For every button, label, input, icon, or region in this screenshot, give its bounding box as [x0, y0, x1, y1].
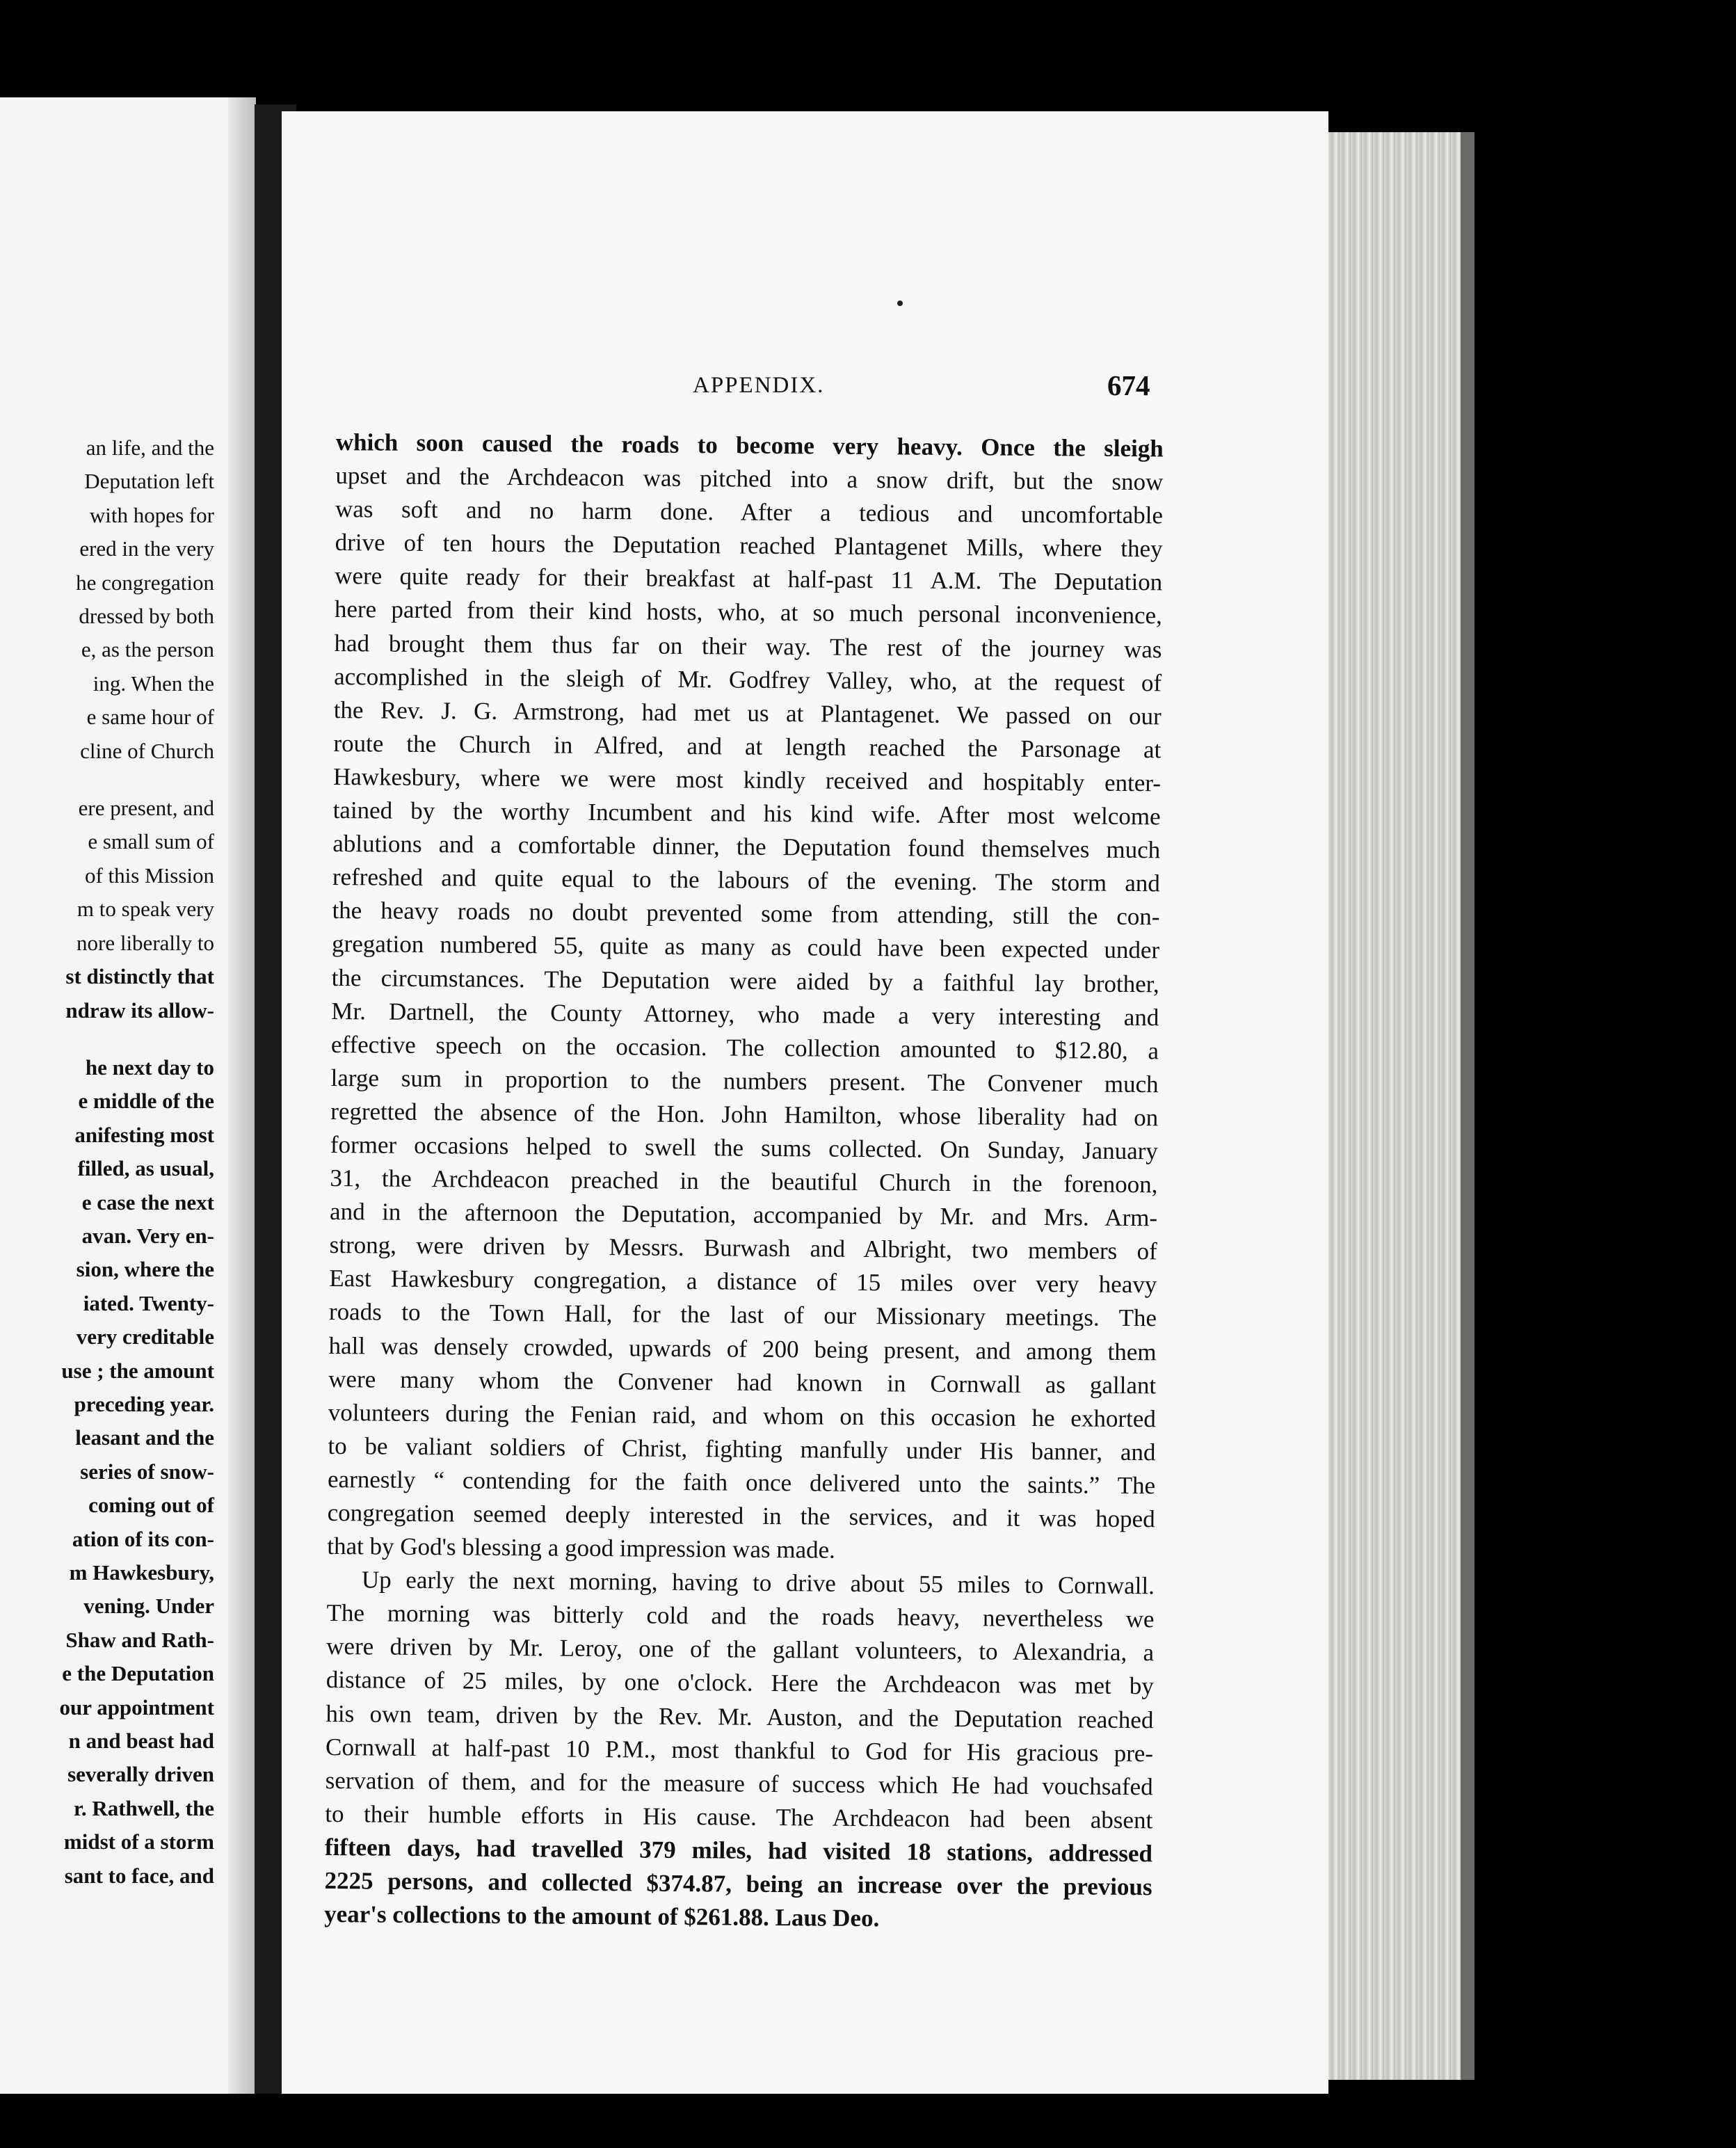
left-line: very creditable	[76, 1324, 214, 1349]
text-line: 2225 persons, and collected $374.87, being an increase over the previous	[324, 1866, 1152, 1901]
text-line: accomplished in the sleigh of Mr. Godfrey Valley, who, at the request of	[334, 662, 1162, 696]
bottom-shadow	[282, 2094, 1534, 2148]
left-line: r. Rathwell, the	[73, 1795, 214, 1820]
left-line: anifesting most	[74, 1122, 214, 1147]
text-line: earnestly “ contending for the faith once delivered unto the saints.” The	[327, 1465, 1156, 1500]
left-line: e case the next	[81, 1189, 214, 1215]
left-line: avan. Very en-	[81, 1223, 214, 1248]
text-line: roads to the Town Hall, for the last of our Missionary meetings. The	[328, 1298, 1157, 1332]
left-line: m Hawkesbury,	[69, 1560, 214, 1585]
left-line: dressed by both	[79, 604, 214, 629]
text-line: drive of ten hours the Deputation reached Plantagenet Mills, where they	[335, 529, 1163, 563]
text-line: the heavy roads no doubt prevented some from attending, still the con-	[332, 897, 1160, 931]
text-line: Cornwall at half-past 10 P.M., most thankful to God for His gracious pre-	[325, 1733, 1154, 1767]
text-line: gregation numbered 55, quite as many as could have been expected under	[331, 930, 1160, 964]
left-paragraph	[0, 792, 214, 1027]
left-line: ing. When the	[93, 671, 214, 696]
left-line: e the Deputation	[62, 1661, 214, 1686]
text-line: Up early the next morning, having to drive about 55 miles to Cornwall.	[361, 1566, 1155, 1600]
left-line: e same hour of	[86, 705, 214, 730]
text-line: volunteers during the Fenian raid, and whom on this occasion he exhorted	[328, 1398, 1156, 1433]
page-number: 674	[1107, 369, 1150, 401]
left-line: nore liberally to	[77, 930, 214, 955]
text-line: The morning was bitterly cold and the roads heavy, nevertheless we	[326, 1599, 1155, 1633]
left-line: Deputation left	[84, 469, 214, 494]
left-line: he congregation	[76, 570, 214, 595]
text-line: hall was densely crowded, upwards of 200 being present, and among them	[328, 1331, 1157, 1365]
left-line: our appointment	[59, 1694, 214, 1720]
text-line: were driven by Mr. Leroy, one of the gallant volunteers, to Alexandria, a	[326, 1633, 1155, 1667]
left-line: Shaw and Rath-	[65, 1627, 214, 1652]
text-line: and in the afternoon the Deputation, accompanied by Mr. and Mrs. Arm-	[329, 1198, 1158, 1232]
text-line: route the Church in Alfred, and at length reached the Parsonage at	[333, 729, 1162, 764]
text-line: to their humble efforts in His cause. The Archdeacon had been absent	[325, 1800, 1153, 1834]
paragraph-2	[324, 1563, 1162, 1937]
left-line: iated. Twenty-	[83, 1290, 214, 1315]
text-line: servation of them, and for the measure of success which He had vouchsafed	[325, 1766, 1153, 1801]
text-line: year's collections to the amount of $261.88. Laus Deo.	[324, 1900, 880, 1932]
text-line: were many whom the Convener had known in Cornwall as gallant	[328, 1365, 1157, 1399]
running-title: APPENDIX.	[693, 373, 825, 398]
text-line: his own team, driven by the Rev. Mr. Auston, and the Deputation reached	[326, 1699, 1154, 1733]
left-line: e middle of the	[78, 1089, 214, 1114]
left-line: ndraw its allow-	[65, 997, 214, 1023]
left-line: cline of Church	[80, 738, 214, 763]
text-line: former occasions helped to swell the sums collected. On Sunday, January	[330, 1130, 1158, 1165]
text-line: fifteen days, had travelled 379 miles, had visited 18 stations, addressed	[324, 1833, 1153, 1868]
text-line: here parted from their kind hosts, who, at so much personal inconvenience,	[334, 595, 1163, 630]
left-line: e, as the person	[81, 637, 214, 662]
left-line: series of snow-	[80, 1459, 214, 1484]
text-line: upset and the Archdeacon was pitched into a snow drift, but the snow	[335, 462, 1164, 496]
main-text	[324, 426, 1171, 1938]
left-line: severally driven	[67, 1762, 214, 1787]
text-line: strong, were driven by Messrs. Burwash and Albright, two members of	[329, 1231, 1157, 1265]
left-line: st distinctly that	[65, 964, 214, 989]
left-line: ation of its con-	[72, 1526, 214, 1551]
left-line: use ; the amount	[61, 1358, 214, 1383]
left-line: of this Mission	[84, 863, 214, 888]
text-line: the Rev. J. G. Armstrong, had met us at Plantagenet. We passed on our	[333, 696, 1162, 730]
ink-speck	[897, 300, 903, 306]
text-line: East Hawkesbury congregation, a distance of 15 miles over very heavy	[329, 1265, 1157, 1299]
text-line: that by God's blessing a good impression was made.	[327, 1532, 836, 1564]
text-line: ablutions and a comfortable dinner, the Deputation found themselves much	[332, 830, 1161, 864]
text-line: effective speech on the occasion. The collection amounted to $12.80, a	[330, 1030, 1159, 1065]
page-edge-shadow	[1461, 132, 1474, 2080]
left-line: filled, as usual,	[77, 1156, 214, 1181]
left-line: an life, and the	[86, 435, 214, 460]
text-line: 31, the Archdeacon preached in the beautiful Church in the forenoon,	[330, 1164, 1158, 1199]
text-line: were quite ready for their breakfast at half-past 11 A.M. The Deputation	[335, 562, 1163, 596]
left-line: n and beast had	[68, 1729, 214, 1754]
left-page-text	[0, 431, 214, 1916]
text-line: large sum in proportion to the numbers present. The Convener much	[330, 1064, 1159, 1098]
left-line: ere present, and	[78, 796, 214, 821]
text-line: the circumstances. The Deputation were aided by a faithful lay brother,	[331, 963, 1159, 997]
paragraph-1	[327, 426, 1171, 1570]
left-line: sion, where the	[76, 1257, 214, 1282]
left-paragraph	[0, 1051, 214, 1893]
left-paragraph	[0, 431, 214, 768]
text-line: congregation seemed deeply interested in the services, and it was hoped	[327, 1498, 1155, 1533]
text-line: to be valiant soldiers of Christ, fighting manfully under His banner, and	[328, 1432, 1156, 1466]
text-line: had brought them thus far on their way. The rest of the journey was	[334, 629, 1162, 663]
text-line: refreshed and quite equal to the labours of the evening. The storm and	[332, 863, 1161, 897]
left-line: preceding year.	[74, 1391, 214, 1416]
left-line: m to speak very	[77, 897, 214, 922]
text-line: Hawkesbury, where we were most kindly received and hospitably enter-	[332, 762, 1162, 797]
text-line: regretted the absence of the Hon. John Hamilton, whose liberality had on	[330, 1097, 1159, 1132]
page-header	[0, 369, 1736, 408]
text-line: Mr. Dartnell, the County Attorney, who made a very interesting and	[331, 997, 1159, 1031]
left-line: he next day to	[85, 1055, 214, 1080]
left-line: sant to face, and	[64, 1863, 214, 1888]
left-line: midst of a storm	[63, 1829, 214, 1854]
text-line: distance of 25 miles, by one o'clock. Here the Archdeacon was met by	[326, 1666, 1154, 1700]
left-line: vening. Under	[83, 1594, 214, 1619]
left-line: with hopes for	[89, 502, 214, 527]
text-line: which soon caused the roads to become very heavy. Once the sleigh	[335, 428, 1164, 463]
text-line: was soft and no harm done. After a tedious and uncomfortable	[335, 495, 1164, 529]
left-line: e small sum of	[88, 829, 214, 854]
left-line: ered in the very	[79, 536, 214, 561]
text-line: tained by the worthy Incumbent and his kind wife. After most welcome	[332, 796, 1161, 831]
left-line: coming out of	[88, 1493, 214, 1518]
left-line: leasant and the	[75, 1425, 214, 1450]
